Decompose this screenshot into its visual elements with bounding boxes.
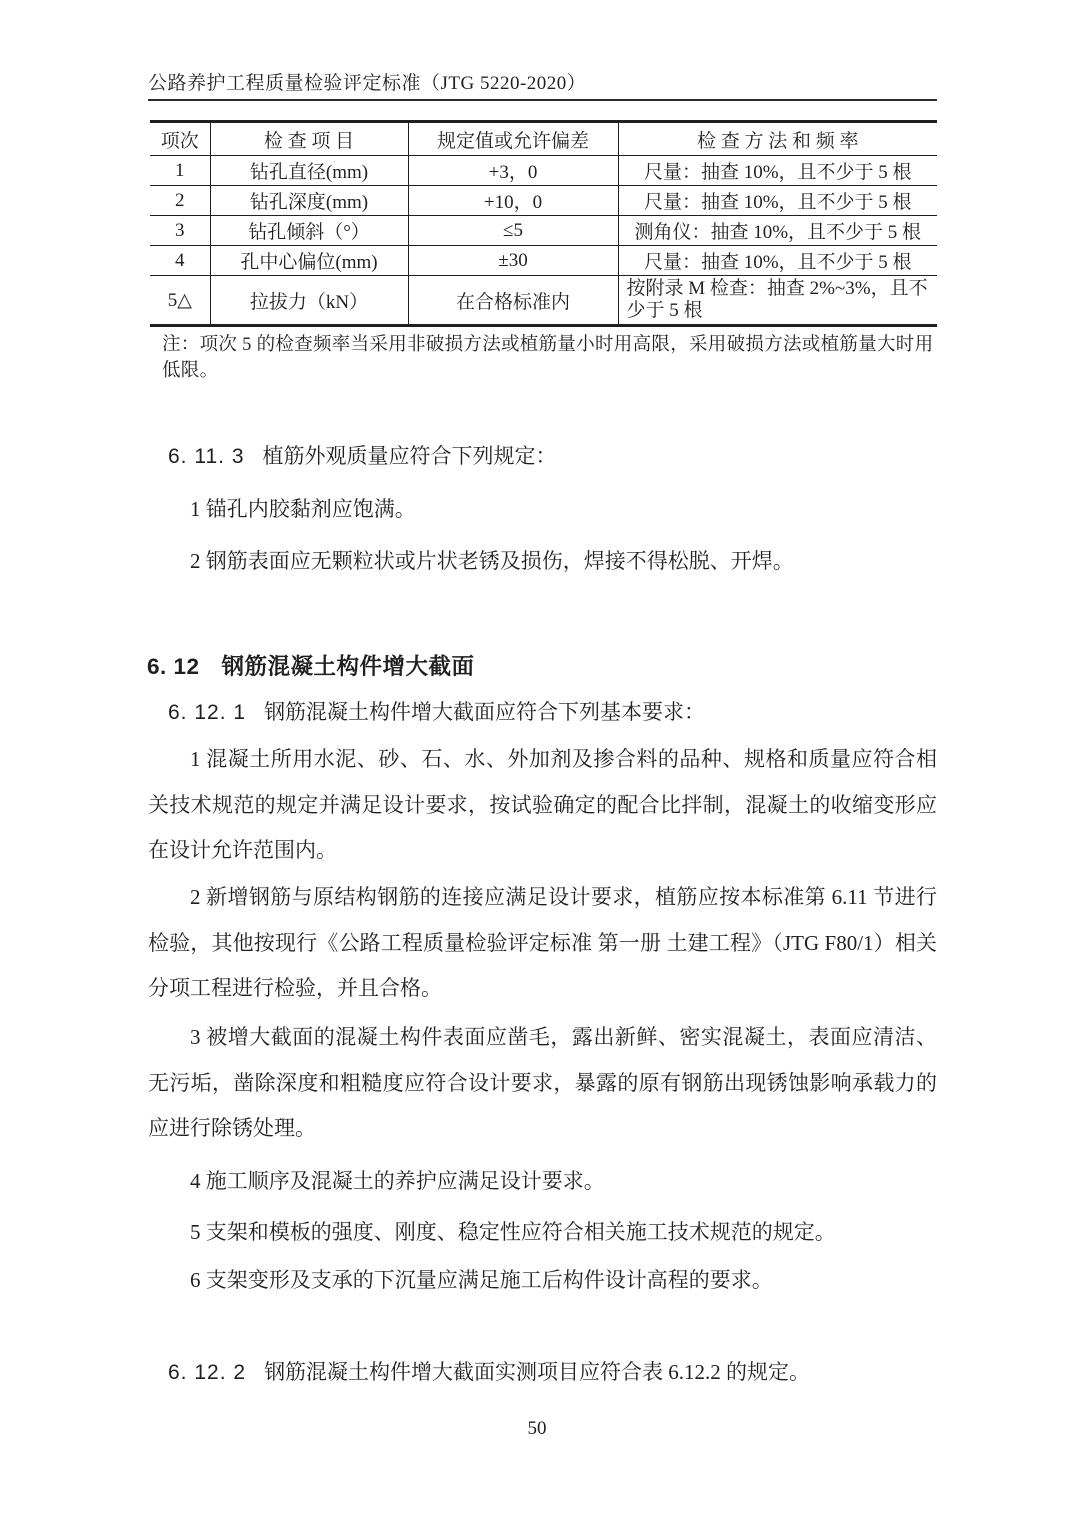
cell-item: 钻孔深度(mm) (210, 186, 408, 216)
paragraph-2: 2 新增钢筋与原结构钢筋的连接应满足设计要求，植筋应按本标准第 6.11 节进行检验，其他按现行《公路工程质量检验评定标准 第一册 土建工程》（JTG F80/1）相关分项工程进行检验，并且合格。 (148, 885, 937, 1000)
clause-text: 钢筋混凝土构件增大截面应符合下列基本要求： (264, 700, 706, 724)
cell-method: 尺量：抽查 10%，且不少于 5 根 (618, 156, 937, 186)
list-item-6: 6 支架变形及支承的下沉量应满足施工后构件设计高程的要求。 (190, 1268, 773, 1292)
clause-number: 6. 11. 3 (168, 445, 245, 468)
cell-no: 4 (150, 246, 210, 276)
paragraph-3: 3 被增大截面的混凝土构件表面应凿毛，露出新鲜、密实混凝土，表面应清洁、无污垢，凿除深度和粗糙度应符合设计要求，暴露的原有钢筋出现锈蚀影响承载力的应进行除锈处理。 (148, 1025, 937, 1140)
section-number: 6. 12 (147, 653, 200, 679)
clause-6-12-2 (148, 1356, 938, 1386)
table-row (150, 156, 937, 186)
section-title: 钢筋混凝土构件增大截面 (221, 653, 475, 679)
cell-item: 钻孔倾斜（°） (210, 216, 408, 246)
list-item-1: 1 锚孔内胶黏剂应饱满。 (190, 497, 416, 521)
cell-value: 在合格标准内 (408, 276, 618, 326)
cell-value: +10，0 (408, 186, 618, 216)
list-item-2: 2 钢筋表面应无颗粒状或片状老锈及损伤，焊接不得松脱、开焊。 (190, 549, 794, 573)
table-note: 注：项次 5 的检查频率当采用非破损方法或植筋量小时用高限，采用破损方法或植筋量大时用低限。 (162, 335, 934, 381)
col-header-tolerance: 规定值或允许偏差 (408, 122, 618, 156)
list-item-4: 4 施工顺序及混凝土的养护应满足设计要求。 (190, 1169, 605, 1193)
table-row (150, 276, 937, 326)
cell-value: ±30 (408, 246, 618, 276)
table-row (150, 246, 937, 276)
cell-value: ≤5 (408, 216, 618, 246)
cell-method: 按附录 M 检查：抽查 2%~3%，且不少于 5 根 (626, 278, 928, 321)
inspection-table (150, 120, 937, 327)
clause-number: 6. 12. 1 (168, 701, 247, 724)
cell-item: 钻孔直径(mm) (210, 156, 408, 186)
col-header-check-item: 检 查 项 目 (210, 122, 408, 156)
col-header-method: 检 查 方 法 和 频 率 (618, 122, 937, 156)
clause-text: 植筋外观质量应符合下列规定： (262, 444, 557, 468)
cell-method: 尺量：抽查 10%，且不少于 5 根 (618, 246, 937, 276)
cell-no: 2 (150, 186, 210, 216)
cell-no: 3 (150, 216, 210, 246)
header-rule (148, 99, 937, 101)
cell-item: 孔中心偏位(mm) (210, 246, 408, 276)
table-header-row (150, 122, 937, 156)
section-heading-6-12 (147, 649, 937, 681)
cell-method: 测角仪：抽查 10%，且不少于 5 根 (618, 216, 937, 246)
list-item-5: 5 支架和模板的强度、刚度、稳定性应符合相关施工技术规范的规定。 (190, 1220, 836, 1244)
cell-no: 1 (150, 156, 210, 186)
clause-number: 6. 12. 2 (168, 1361, 247, 1384)
cell-no: 5△ (150, 276, 210, 326)
cell-item: 拉拔力（kN） (210, 276, 408, 326)
table-row (150, 186, 937, 216)
running-head: 公路养护工程质量检验评定标准（JTG 5220-2020） (148, 73, 587, 94)
clause-text: 钢筋混凝土构件增大截面实测项目应符合表 6.12.2 的规定。 (264, 1360, 811, 1384)
clause-6-12-1 (148, 696, 938, 726)
clause-6-11-3 (148, 440, 938, 470)
cell-method: 尺量：抽查 10%，且不少于 5 根 (618, 186, 937, 216)
paragraph-1: 1 混凝土所用水泥、砂、石、水、外加剂及掺合料的品种、规格和质量应符合相关技术规范的规定并满足设计要求，按试验确定的配合比拌制，混凝土的收缩变形应在设计允许范围内。 (148, 747, 937, 862)
cell-value: +3，0 (408, 156, 618, 186)
table-row (150, 216, 937, 246)
col-header-item-no: 项次 (150, 122, 210, 156)
page-number: 50 (527, 1418, 547, 1439)
